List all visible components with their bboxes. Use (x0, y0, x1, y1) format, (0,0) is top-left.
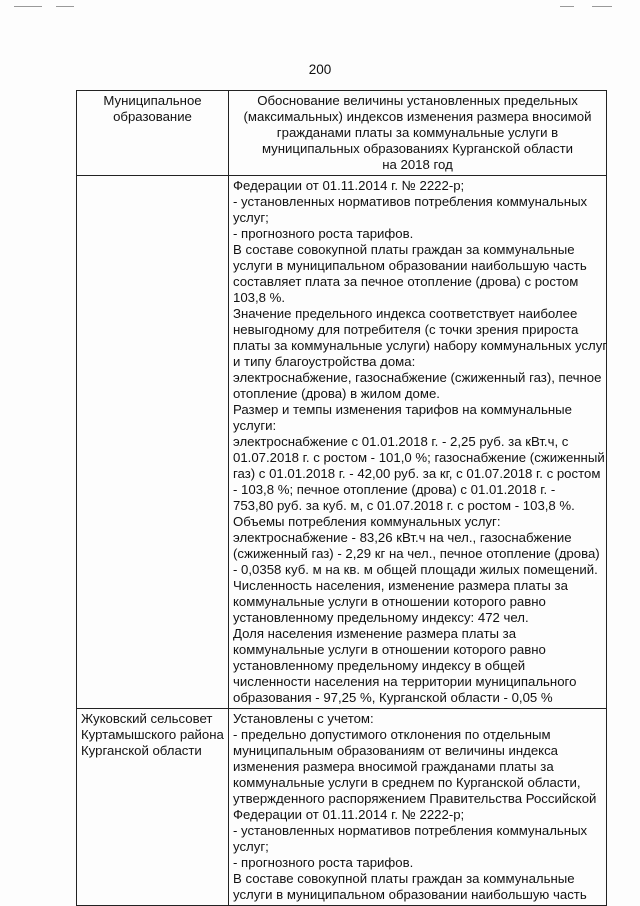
justification-line: (сжиженный газ) - 2,29 кг на чел., печное отопление (дрова) (233, 546, 600, 561)
justification-line: 01.07.2018 г. с ростом - 101,0 %; газоснабжение (сжиженный (233, 450, 605, 465)
justification-line: - 0,0358 куб. м на кв. м общей площади жилых помещений. (233, 562, 598, 577)
justification-line: составляет плата за печное отопление (дрова) с ростом (233, 274, 579, 289)
municipality-line: Жуковский сельсовет (81, 711, 213, 726)
justification-line: - прогнозного роста тарифов. (233, 855, 414, 870)
justification-line: коммунальные услуги в среднем по Курганской области, (233, 775, 581, 790)
page-number: 200 (308, 62, 332, 77)
header-justification (229, 91, 607, 176)
justification-line: отопление (дрова) в жилом доме. (233, 386, 440, 401)
justification-table (76, 90, 607, 906)
justification-line: муниципальным образованиям от величины индекса (233, 743, 559, 758)
table-row (77, 176, 607, 709)
justification-line: электроснабжение - 83,26 кВт.ч на чел., газоснабжение (233, 530, 572, 545)
justification-line: Численность населения, изменение размера платы за (233, 578, 568, 593)
justification-line: коммунальные услуги в отношении которого равно (233, 594, 546, 609)
municipality-line: Куртамышского района (81, 727, 224, 742)
justification-line: Объемы потребления коммунальных услуг: (233, 514, 501, 529)
municipality-cell (77, 709, 229, 906)
justification-line: Размер и темпы изменения тарифов на коммунальные (233, 402, 572, 417)
justification-line: установленному предельному индексу: 472 чел. (233, 610, 529, 625)
scan-mark (592, 6, 612, 7)
justification-line: услуг; (233, 839, 269, 854)
justification-line: 753,80 руб. за куб. м, с 01.07.2018 г. с ростом - 103,8 %. (233, 498, 575, 513)
justification-line: образования - 97,25 %, Курганской области - 0,05 % (233, 690, 553, 705)
municipality-line: Курганской области (81, 743, 202, 758)
justification-line: Установлены с учетом: (233, 711, 374, 726)
justification-line: 103,8 %. (233, 290, 286, 305)
justification-line: - прогнозного роста тарифов. (233, 226, 414, 241)
justification-line: услуги в муниципальном образовании наибольшую часть (233, 887, 587, 902)
justification-line: услуги в муниципальном образовании наибольшую часть (233, 258, 587, 273)
justification-line: и типу благоустройства дома: (233, 354, 416, 369)
header-line: Обоснование величины установленных предельных (257, 93, 578, 108)
header-line: (максимальных) индексов изменения размера вносимой (243, 109, 592, 124)
justification-line: Значение предельного индекса соответствует наиболее (233, 306, 578, 321)
justification-line: электроснабжение, газоснабжение (сжиженный газ), печное (233, 370, 602, 385)
table-header-row (77, 91, 607, 176)
justification-line: - предельно допустимого отклонения по отдельным (233, 727, 551, 742)
justification-line: В составе совокупной платы граждан за коммунальные (233, 242, 575, 257)
justification-cell (229, 709, 607, 906)
justification-line: - 103,8 %; печное отопление (дрова) с 01.01.2018 г. - (233, 482, 556, 497)
justification-line: изменения размера вносимой гражданами платы за (233, 759, 554, 774)
justification-line: коммунальные услуги в отношении которого равно (233, 642, 546, 657)
justification-line: установленному предельному индексу в общей (233, 658, 526, 673)
justification-line: - установленных нормативов потребления коммунальных (233, 194, 588, 209)
justification-line: Федерации от 01.11.2014 г. № 2222-р; (233, 178, 465, 193)
justification-line: платы за коммунальные услуги) набору коммунальных услуг (233, 338, 608, 353)
justification-line: газ) с 01.01.2018 г. - 42,00 руб. за кг, с 01.07.2018 г. с ростом (233, 466, 601, 481)
header-line: гражданами платы за коммунальные услуги в (276, 125, 559, 140)
justification-cell (229, 176, 607, 709)
justification-line: Федерации от 01.11.2014 г. № 2222-р; (233, 807, 465, 822)
scan-mark (56, 6, 74, 7)
header-line: образование (113, 109, 192, 124)
justification-line: услуги: (233, 418, 277, 433)
table-row (77, 709, 607, 906)
justification-line: - установленных нормативов потребления коммунальных (233, 823, 588, 838)
justification-line: электроснабжение с 01.01.2018 г. - 2,25 руб. за кВт.ч, с (233, 434, 569, 449)
scan-mark (560, 6, 574, 7)
justification-line: Доля населения изменение размера платы за (233, 626, 517, 641)
justification-line: услуг; (233, 210, 269, 225)
scan-mark (14, 6, 42, 7)
header-municipality (77, 91, 229, 176)
justification-line: численности населения на территории муниципального (233, 674, 577, 689)
header-line: Муниципальное (103, 93, 202, 108)
justification-line: В составе совокупной платы граждан за коммунальные (233, 871, 575, 886)
justification-line: утвержденного распоряжением Правительства Российской (233, 791, 597, 806)
justification-line: невыгодному для потребителя (с точки зрения прироста (233, 322, 579, 337)
municipality-cell (77, 176, 229, 709)
header-line: на 2018 год (382, 157, 453, 172)
header-line: муниципальных образованиях Курганской области (261, 141, 574, 156)
